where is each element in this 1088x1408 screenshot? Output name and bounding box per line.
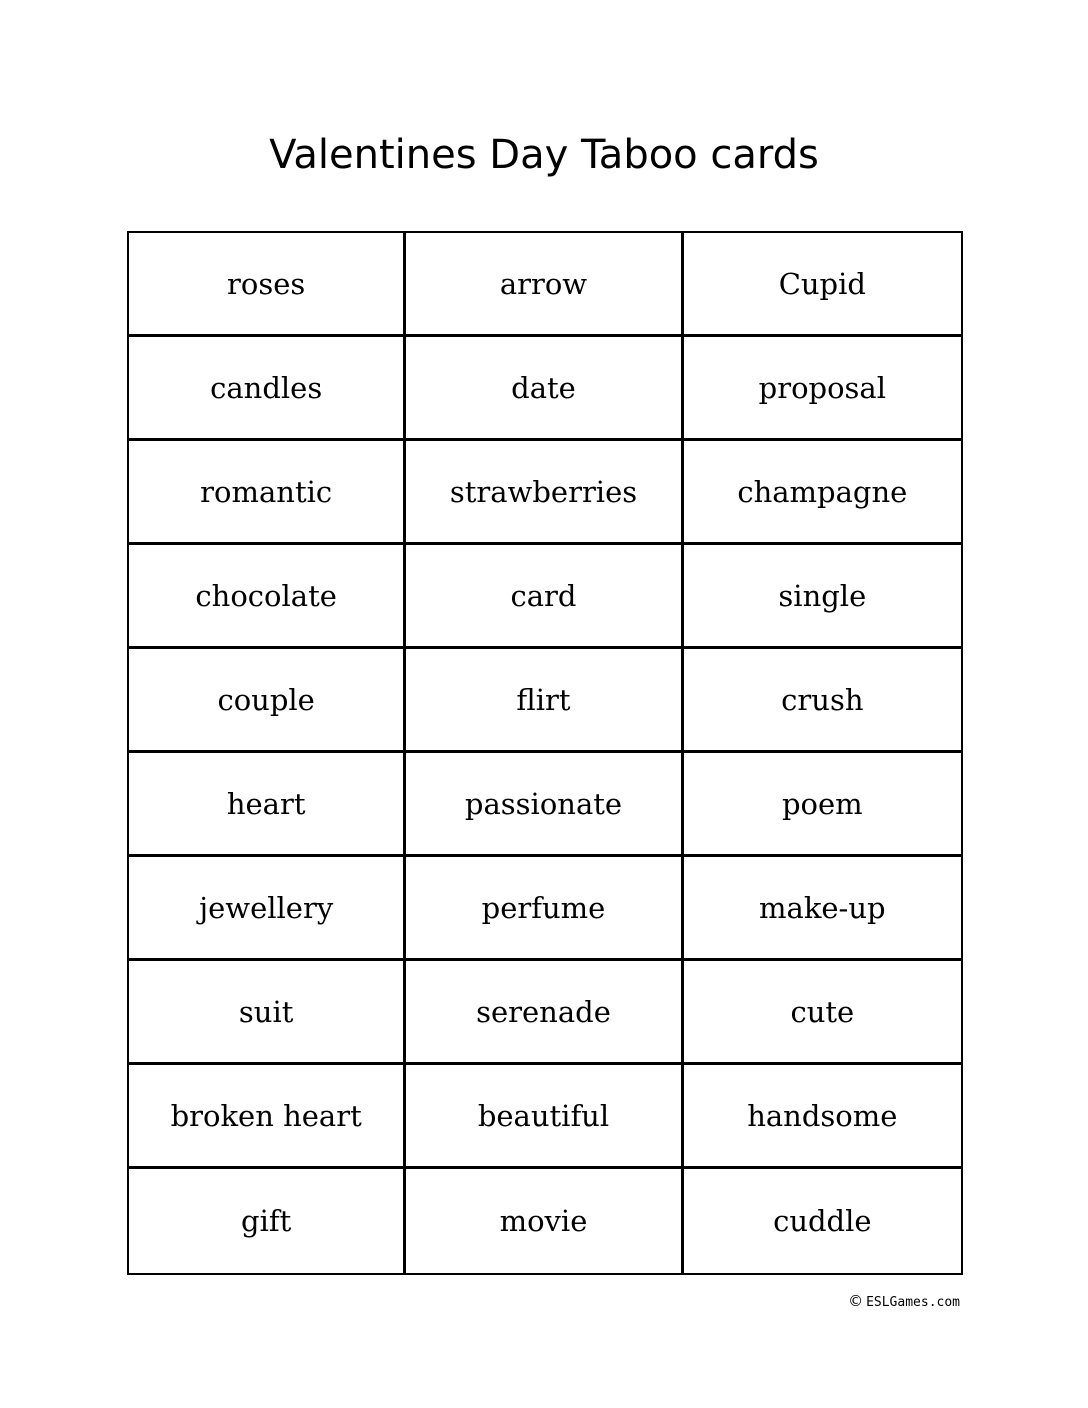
taboo-card: roses (129, 233, 406, 337)
copyright-icon: © (848, 1292, 864, 1310)
taboo-card: proposal (684, 337, 961, 441)
taboo-card: movie (406, 1169, 683, 1273)
taboo-card: champagne (684, 441, 961, 545)
taboo-card: cuddle (773, 1204, 872, 1238)
taboo-card: suit (129, 961, 406, 1065)
page-title: Valentines Day Taboo cards (269, 132, 819, 178)
taboo-card: crush (684, 649, 961, 753)
taboo-card: couple (129, 649, 406, 753)
taboo-card: card (406, 545, 683, 649)
copyright-text: ESLGames.com (866, 1295, 960, 1310)
taboo-card: beautiful (406, 1065, 683, 1169)
taboo-card: romantic (129, 441, 406, 545)
taboo-card: poem (684, 753, 961, 857)
taboo-card: flirt (406, 649, 683, 753)
taboo-card: heart (129, 753, 406, 857)
taboo-card: Cupid (684, 233, 961, 337)
taboo-card: handsome (684, 1065, 961, 1169)
taboo-card: make-up (684, 857, 961, 961)
taboo-card: gift (129, 1169, 406, 1273)
taboo-card: jewellery (129, 857, 406, 961)
taboo-card: date (406, 337, 683, 441)
taboo-card: perfume (406, 857, 683, 961)
taboo-card: cute (684, 961, 961, 1065)
taboo-card: candles (129, 337, 406, 441)
taboo-card: strawberries (406, 441, 683, 545)
taboo-card: arrow (406, 233, 683, 337)
taboo-card: chocolate (129, 545, 406, 649)
copyright-notice (848, 1292, 960, 1312)
taboo-card-grid (127, 231, 963, 1275)
taboo-card: single (684, 545, 961, 649)
taboo-card: serenade (406, 961, 683, 1065)
taboo-card: broken heart (129, 1065, 406, 1169)
taboo-card: passionate (406, 753, 683, 857)
